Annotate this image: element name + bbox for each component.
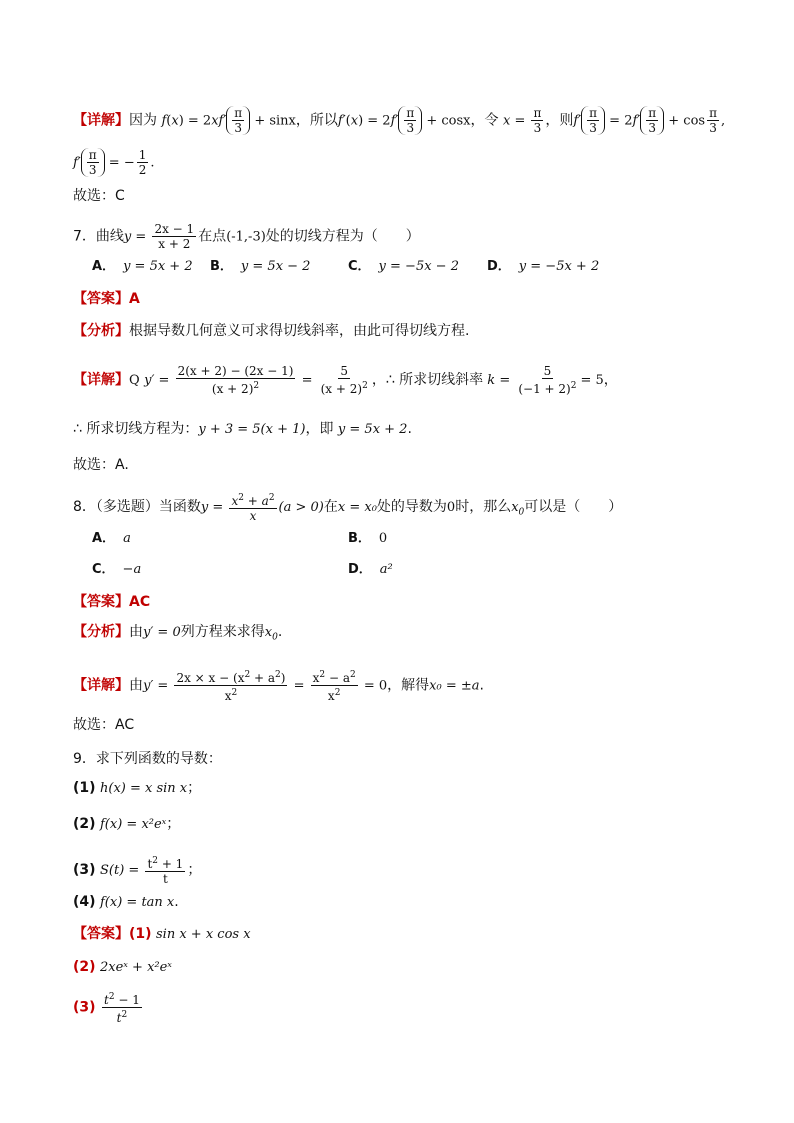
q7-analysis: 【分析】根据导数几何意义可求得切线斜率，由此可得切线方程. [73,323,470,339]
q8-option-c[interactable]: C． −a [92,562,142,577]
q8-stem: 8．（多选题）当函数y = $\frac{x^2 + a^2}{x}$ (a > 0)在x = x₀处的导数为0时，那么$x_0$可以是（ ） [73,493,623,523]
q7-detail: 【详解】Q y′ = $\frac{2(x + 2) - (2x - 1)}{(x + 2)^2}$ = $\frac{5}{(x + 2)^2}$ ，∴ 所求切线斜率 k = $\frac{5}{(-1 + 2)^2}$ = 5， [73,364,618,396]
q9-answer-2: (2) 2xeˣ + x²eˣ [73,959,172,975]
q7-tangent-line: ∴ 所求切线方程为：y + 3 = 5(x + 1)，即 y = 5x + 2. [73,421,412,437]
q9-item-2: (2) f(x) = x²eˣ； [73,816,181,832]
detail-tag: 【详解】 [73,112,129,129]
q9-answer-1: 【答案】(1) sin x + x cos x [73,926,251,942]
q7-option-c[interactable]: C． y = −5x − 2 [348,259,459,274]
q7-choice: 故选：A. [73,457,129,473]
q8-detail: 【详解】由y′ = $\frac{2x \times x - (x^2 + a^2)}{x^2}$ = $\frac{x^2 - a^2}{x^2}$ = 0，解得x₀ = ±a. [73,670,484,703]
q7-option-a[interactable]: A． y = 5x + 2 [92,259,193,274]
q8-option-b[interactable]: B． 0 [348,531,388,546]
q7-answer: 【答案】A [73,291,140,307]
q7-option-b[interactable]: B． y = 5x − 2 [210,259,311,274]
q6-choice: 故选：C [73,188,125,204]
q6-detail-line: 【详解】因为 f(x) = 2xf′ $\frac{\pi}{3}$ + sinx，所以f′(x) = 2f′ $\frac{\pi}{3}$ + cosx，令 x = $\frac{\pi}{3}$ ，则f′ $\frac{\pi}{3}$ = 2f′ $\frac{\pi}{3}$ + cos $\frac{\pi}{3}$ , [73,106,726,135]
q9-stem: 9．求下列函数的导数： [73,751,222,767]
q8-option-a[interactable]: A． a [92,531,131,546]
q6-result-line: f′ $\frac{\pi}{3}$ = − $\frac{1}{2}$ . [73,148,155,177]
q9-item-1: (1) h(x) = x sin x； [73,780,202,796]
q9-item-4: (4) f(x) = tan x. [73,894,179,910]
q7-stem: 7．曲线y = $\frac{2x - 1}{x + 2}$ 在点(-1,-3)处的切线方程为（ ） [73,222,420,251]
q8-analysis: 【分析】由y′ = 0列方程来求得$x_0$. [73,624,283,643]
q9-answer-3: (3) $\frac{t^2 - 1}{t^2}$ [73,992,140,1025]
q8-answer: 【答案】AC [73,594,151,610]
q8-option-d[interactable]: D． a² [348,562,393,577]
q7-option-d[interactable]: D． y = −5x + 2 [487,259,600,274]
q9-item-3: (3) S(t) = $\frac{t^2 + 1}{t}$ ； [73,856,202,886]
q8-choice: 故选：AC [73,717,135,733]
